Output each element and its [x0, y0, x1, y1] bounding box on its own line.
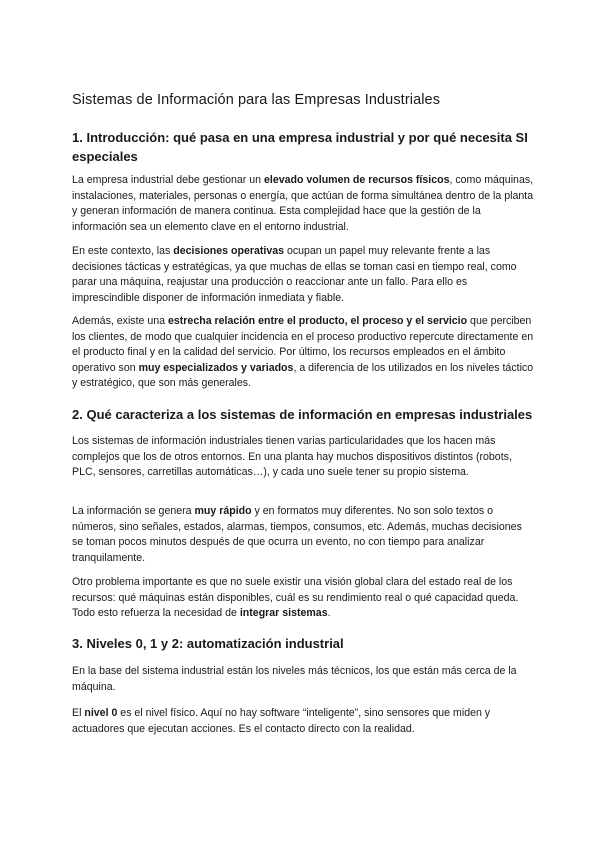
paragraph: [72, 706, 534, 737]
bold-text: estrecha relación entre el producto, el proceso y el servicio: [168, 315, 468, 327]
text-run: ocupan un papel muy relevante frente a las decisiones tácticas y estratégicas, ya que muchas de ellas se toman casi en tiempo real, como parar una máquina, reajustar una producción o reaccionar ante un fallo. Para ello es imprescindible disponer de información inmediata y fiable.: [72, 245, 517, 304]
section-2: [72, 405, 534, 424]
paragraph: [72, 244, 534, 306]
text-run: En este contexto, las: [72, 245, 174, 257]
paragraph: [72, 664, 534, 695]
text-run: Además, existe una: [72, 315, 168, 327]
bold-text: integrar sistemas: [239, 607, 328, 620]
text-run: , como máquinas, instalaciones, materiales, personas o energía, que actúan de forma simultánea dentro de la planta y generan información de manera continua. Esta complejidad hace que la gestión de la información sea un elemento clave en el entorno industrial.: [72, 174, 534, 233]
bold-text: muy rápido: [194, 505, 252, 517]
text-run: La información se genera: [72, 505, 195, 517]
paragraph: [72, 434, 534, 481]
section-heading: 1. Introducción: qué pasa en una empresa industrial y por qué necesita SI especiales: [72, 130, 528, 164]
text-run: es el nivel físico. Aquí no hay software “inteligente”, sino sensores que miden y actuadores que ejecutan acciones. Es el contacto directo con la realidad.: [72, 707, 491, 735]
paragraph: [72, 575, 534, 622]
paragraph: [72, 314, 534, 392]
document-title: Sistemas de Información para las Empresas Industriales: [72, 92, 441, 108]
section-1: [72, 128, 534, 166]
bold-text: elevado volumen de recursos físicos: [264, 174, 450, 186]
text-run: y en formatos muy diferentes. No son solo textos o números, sino señales, estados, alarmas, tiempos, consumos, etc. Además, muchas decisiones se toman pocos minutos después de que ocurra un evento, no con tiempo para analizar tranquilamente.: [72, 505, 522, 564]
text-run: El: [72, 707, 85, 719]
text-run: .: [327, 607, 331, 620]
section-heading: 3. Niveles 0, 1 y 2: automatización industrial: [72, 636, 344, 651]
text-run: Otro problema importante es que no suele existir una visión global clara del estado real de los recursos: qué máquinas están disponibles, cuál es su rendimiento real o qué capacidad queda. Todo esto refuerza la necesidad de: [72, 576, 519, 620]
bold-text: nivel 0: [84, 707, 118, 719]
paragraph: [72, 173, 534, 235]
bold-text: decisiones operativas: [173, 245, 284, 257]
text-run: que perciben los clientes, de modo que cualquier incidencia en el proceso productivo repercute directamente en el producto final y en la calidad del servicio. Por último, los recursos empleados en el ámbito operativo son: [72, 315, 534, 374]
text-run: En la base del sistema industrial están los niveles más técnicos, los que están más cerca de la máquina.: [72, 665, 517, 693]
text-run: , a diferencia de los utilizados en los niveles táctico y estratégico, que son más generales.: [72, 361, 534, 390]
bold-text: muy especializados y variados: [138, 361, 294, 374]
text-run: Los sistemas de información industriales tienen varias particularidades que los hacen más complejos que los de otros entornos. En una planta hay muchos dispositivos distintos (robots, PLC, sensores, carretillas automáticas…), y cada uno suele tener su propio sistema.: [72, 435, 512, 479]
section-3: [72, 634, 534, 653]
paragraph: [72, 504, 534, 566]
section-heading: 2. Qué caracteriza a los sistemas de información en empresas industriales: [72, 407, 533, 422]
text-run: La empresa industrial debe gestionar un: [72, 174, 264, 186]
